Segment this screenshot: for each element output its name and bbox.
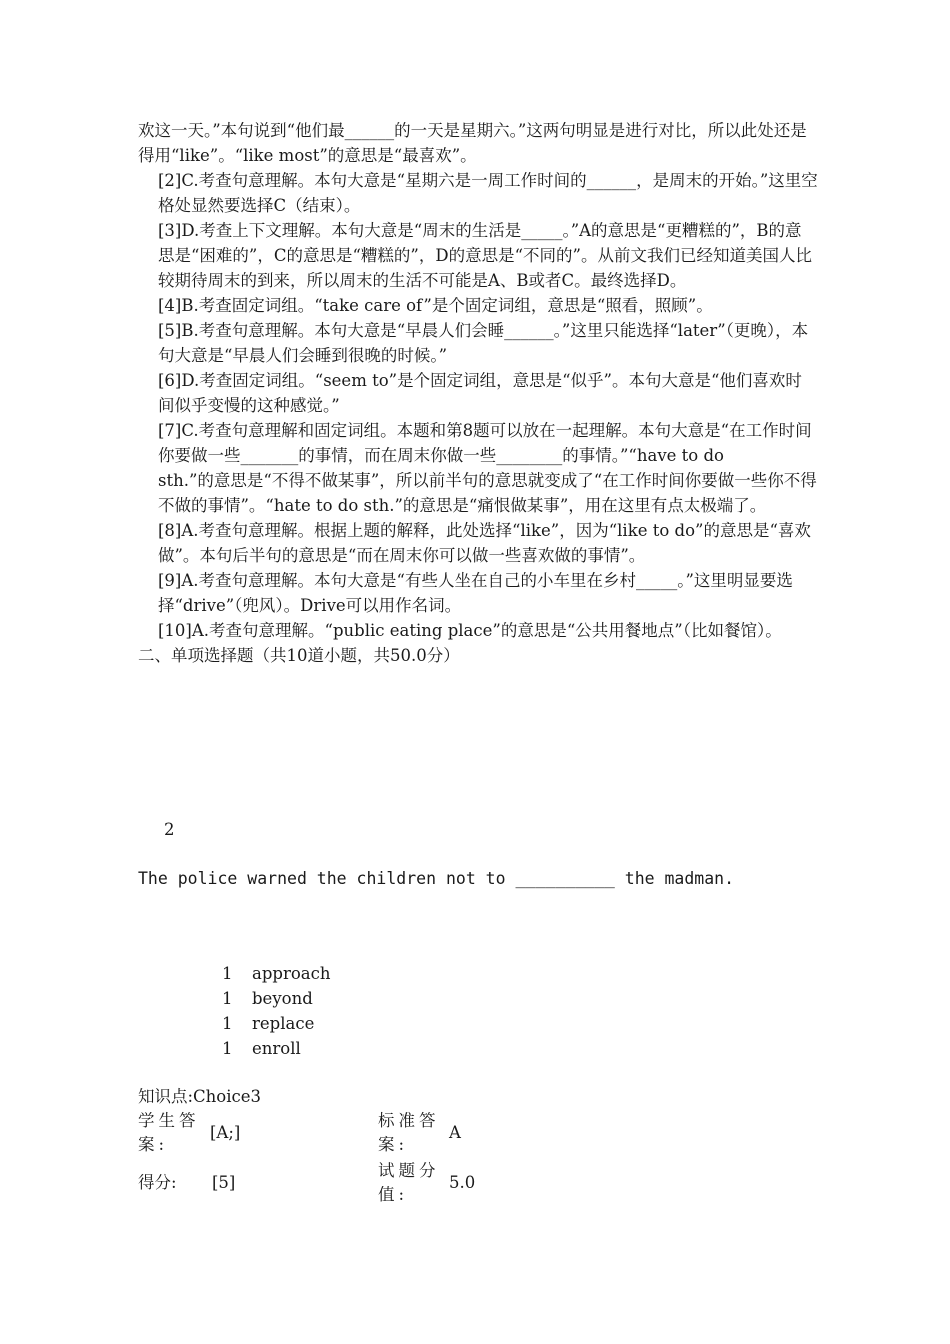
explanation-paragraph: [10]A.考查句意理解。“public eating place”的意思是“公共用餐地点”（比如餐馆）。 <box>158 621 782 640</box>
option-number: 1 <box>222 989 233 1008</box>
explanation-block <box>138 118 818 685</box>
points-value: 5.0 <box>449 1173 476 1192</box>
question-number: 2 <box>164 820 175 839</box>
score-value: [5] <box>212 1173 236 1192</box>
explanation-paragraph: [7]C.考查句意理解和固定词组。本题和第8题可以放在一起理解。本句大意是“在工作时间你要做一些_______的事情，而在周末你做一些________的事情。”“have to do <box>158 421 812 465</box>
option-item[interactable] <box>222 986 331 1011</box>
option-item[interactable] <box>222 1011 331 1036</box>
score-label: 得分: <box>138 1173 177 1192</box>
explanation-paragraph: 欢这一天。”本句说到“他们最______的一天是星期六。”这两句明显是进行对比，所以此处还是得用“like”。“like most”的意思是“最喜欢”。 <box>138 121 807 165</box>
option-text: enroll <box>252 1039 301 1058</box>
option-number: 1 <box>222 1014 233 1033</box>
student-answer-label: 学生答案: <box>138 1111 200 1154</box>
explanation-paragraph: [8]A.考查句意理解。根据上题的解释，此处选择“like”，因为“like to do”的意思是“喜欢做”。本句后半句的意思是“而在周末你可以做一些喜欢做的事情”。 <box>158 521 811 565</box>
knowledge-point: 知识点:Choice3 <box>138 1087 262 1106</box>
question-stem: The police warned the children not to __________ the madman. <box>138 869 735 888</box>
option-text: beyond <box>252 989 313 1008</box>
explanation-paragraph: [5]B.考查句意理解。本句大意是“早晨人们会睡______。”这里只能选择“later”（更晚），本句大意是“早晨人们会睡到很晚的时候。” <box>158 321 809 365</box>
section-title: 二、单项选择题（共10道小题，共50.0分） <box>138 646 460 665</box>
option-text: approach <box>252 964 331 983</box>
explanation-paragraph: [9]A.考查句意理解。本句大意是“有些人坐在自己的小车里在乡村_____。”这里明显要选择“drive”（兜风）。Drive可以用作名词。 <box>158 571 793 615</box>
standard-answer-label: 标准答案: <box>378 1111 440 1154</box>
student-answer-value: [A;] <box>210 1123 241 1142</box>
option-list <box>222 961 331 1061</box>
option-text: replace <box>252 1014 315 1033</box>
explanation-paragraph: [3]D.考查上下文理解。本句大意是“周末的生活是_____。”A的意思是“更糟糕的”，B的意思是“困难的”，C的意思是“糟糕的”，D的意思是“不同的”。从前文我们已经知道美国人比较期待周末的到来，所以周末的生活不可能是A、B或者C。最终选择D。 <box>158 221 812 290</box>
option-item[interactable] <box>222 1036 331 1061</box>
standard-answer-value: A <box>449 1123 461 1142</box>
points-label: 试题分值: <box>378 1161 440 1204</box>
option-number: 1 <box>222 964 233 983</box>
explanation-paragraph: [2]C.考查句意理解。本句大意是“星期六是一周工作时间的______，是周末的开始。”这里空格处显然要选择C（结束）。 <box>158 171 818 215</box>
explanation-paragraph: [4]B.考查固定词组。“take care of”是个固定词组，意思是“照看，照顾”。 <box>158 296 713 315</box>
option-item[interactable] <box>222 961 331 986</box>
explanation-paragraph: [6]D.考查固定词组。“seem to”是个固定词组，意思是“似乎”。本句大意是“他们喜欢时间似乎变慢的这种感觉。” <box>158 371 802 415</box>
explanation-paragraph: sth.”的意思是“不得不做某事”，所以前半句的意思就变成了“在工作时间你要做一些你不得不做的事情”。“hate to do sth.”的意思是“痛恨做某事”，用在这里有点太极端了。 <box>158 471 817 515</box>
option-number: 1 <box>222 1039 233 1058</box>
